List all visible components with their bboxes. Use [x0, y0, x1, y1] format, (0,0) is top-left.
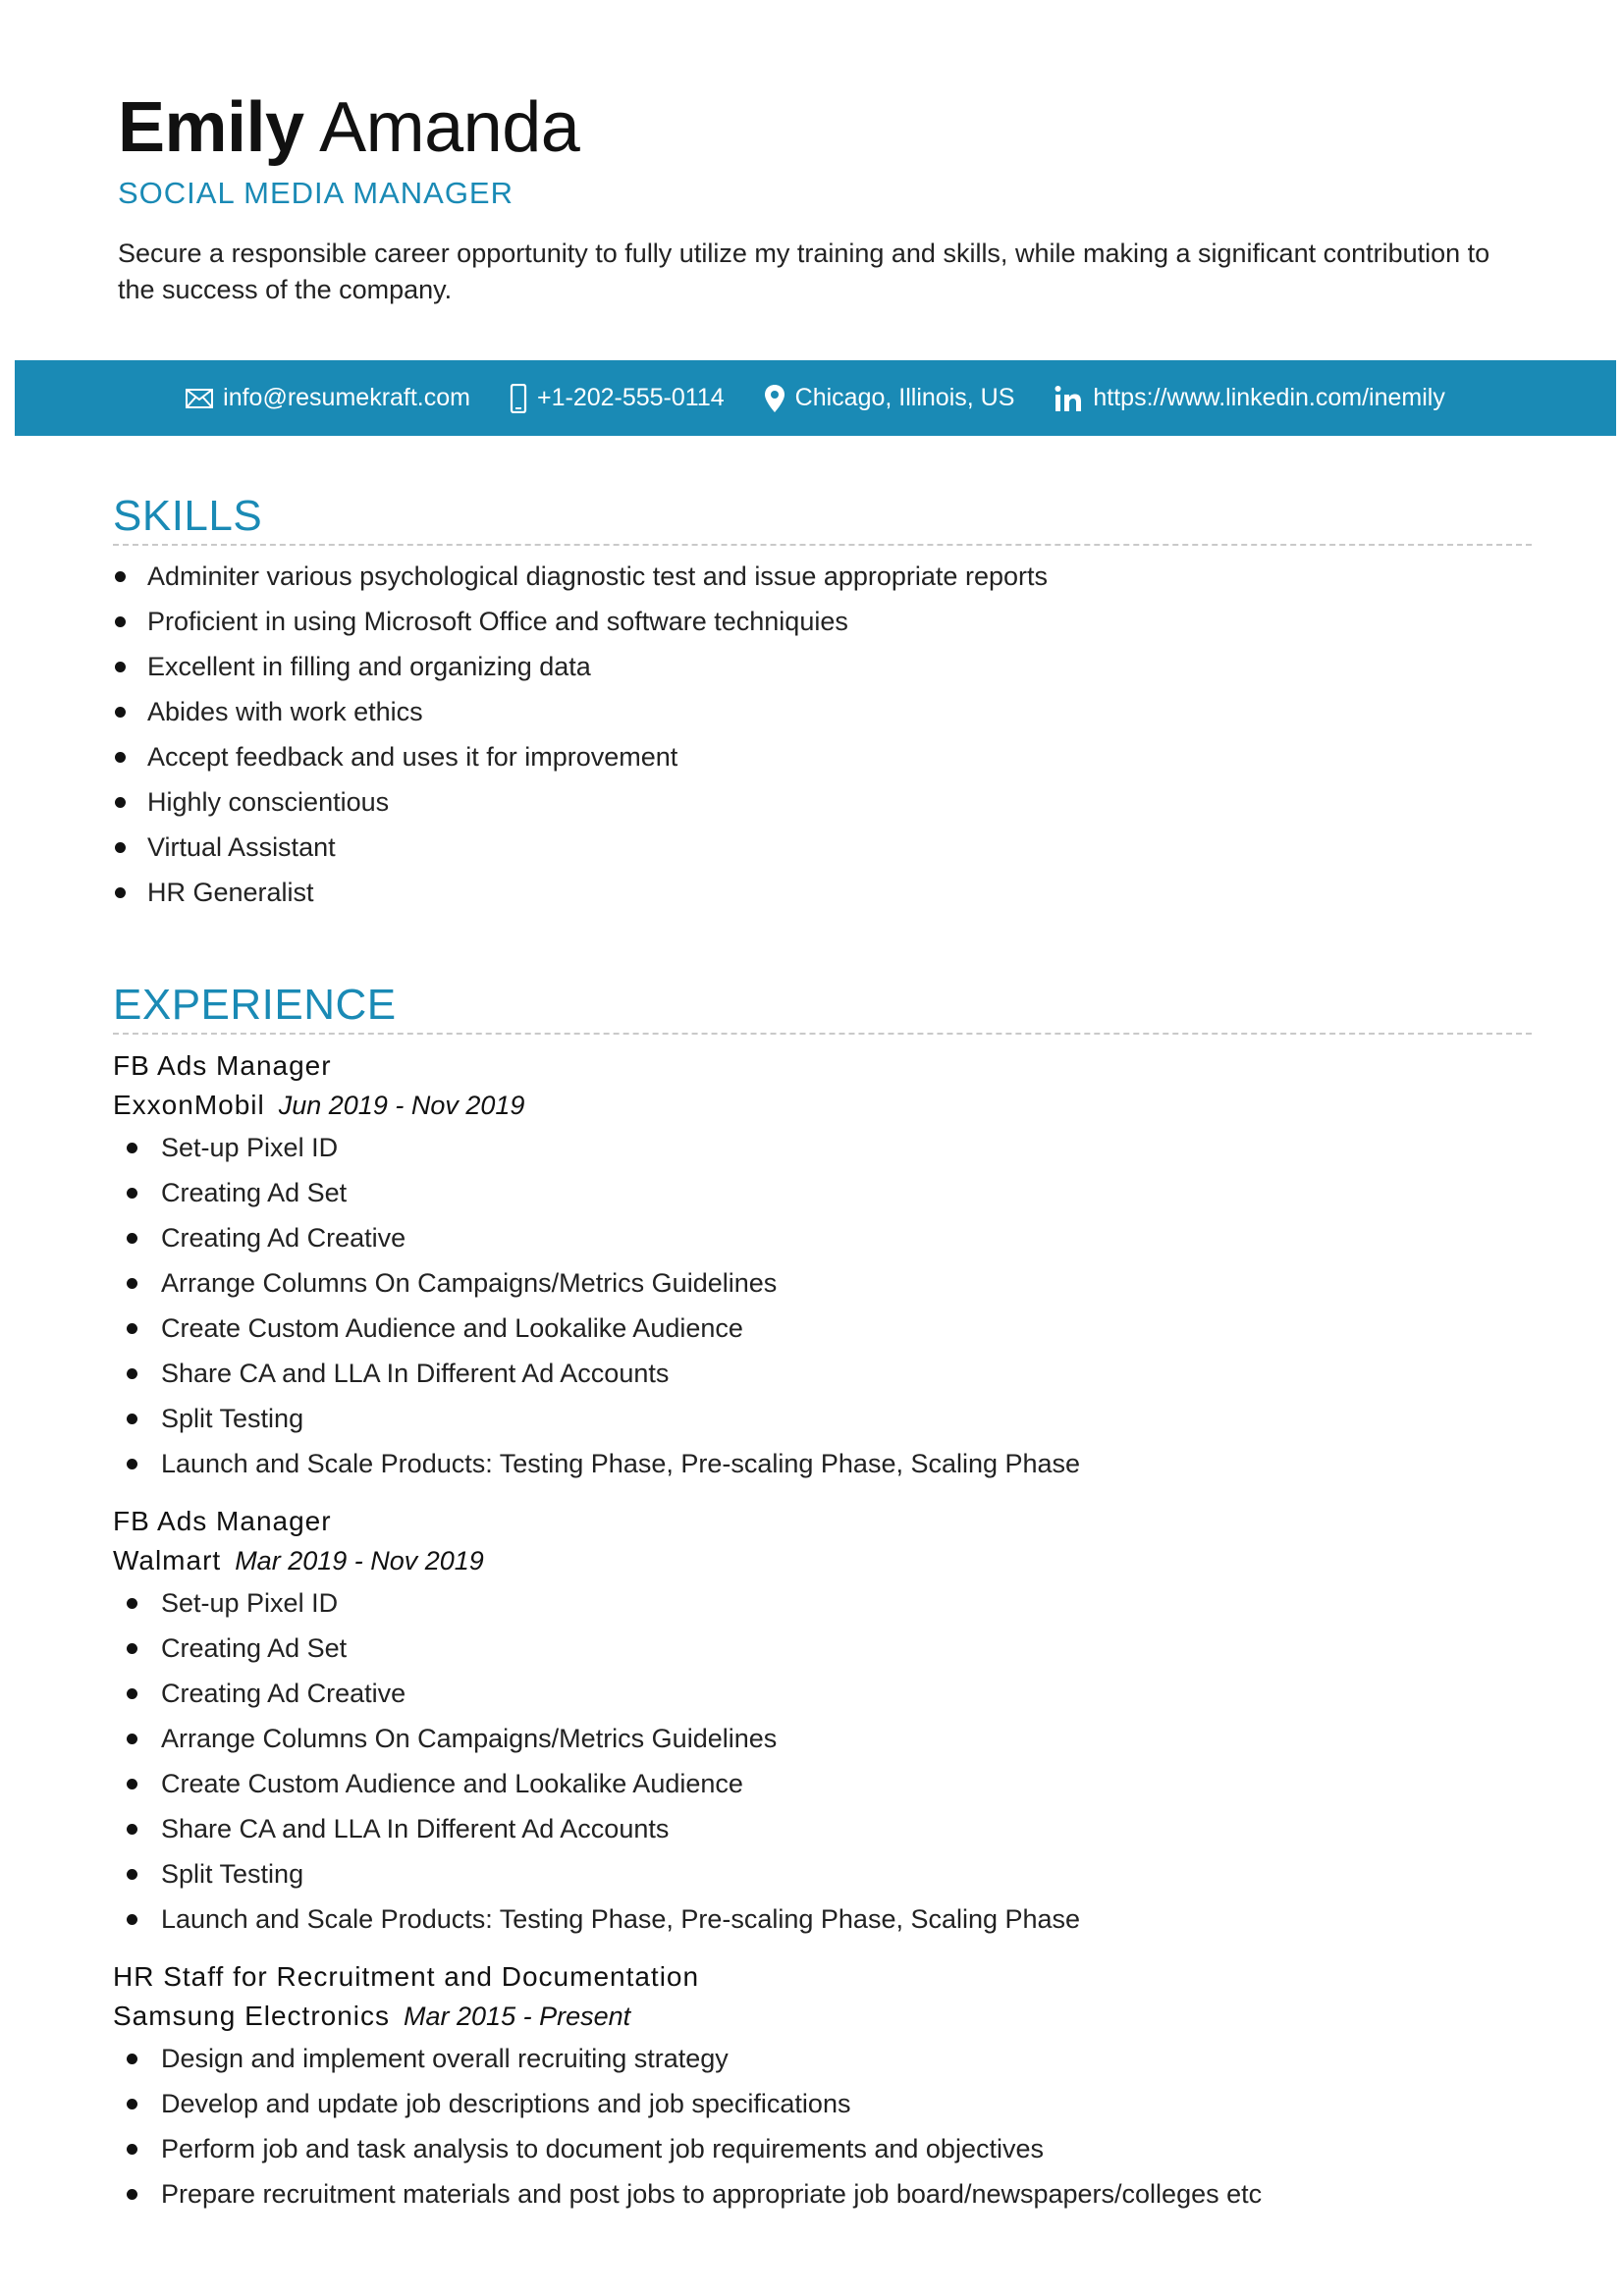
list-item: Proficient in using Microsoft Office and software techniquies	[113, 599, 1532, 644]
list-item: Launch and Scale Products: Testing Phase, Pre-scaling Phase, Scaling Phase	[113, 1441, 1532, 1486]
skills-list	[113, 554, 1532, 915]
list-item: Prepare recruitment materials and post jobs to appropriate job board/newspapers/colleges etc	[113, 2171, 1532, 2216]
list-item: Perform job and task analysis to document job requirements and objectives	[113, 2126, 1532, 2171]
list-item: Accept feedback and uses it for improvement	[113, 734, 1532, 779]
envelope-icon	[186, 389, 213, 408]
email-text: info@resumekraft.com	[223, 384, 470, 411]
list-item: Create Custom Audience and Lookalike Audience	[113, 1761, 1532, 1806]
job-company-line	[113, 1541, 1532, 1580]
experience-title: EXPERIENCE	[113, 980, 1532, 1035]
job-dates: Mar 2015 - Present	[404, 2002, 631, 2031]
list-item: Launch and Scale Products: Testing Phase, Pre-scaling Phase, Scaling Phase	[113, 1896, 1532, 1942]
list-item: Share CA and LLA In Different Ad Accounts	[113, 1806, 1532, 1851]
summary: Secure a responsible career opportunity to fully utilize my training and skills, while making a significant contribution to the success of the company.	[118, 239, 1490, 304]
job-dates: Jun 2019 - Nov 2019	[278, 1091, 525, 1120]
company-name: Walmart	[113, 1545, 222, 1575]
list-item: Creating Ad Creative	[113, 1215, 1532, 1260]
contact-location	[764, 384, 1015, 413]
list-item: Abides with work ethics	[113, 689, 1532, 734]
job-bullets	[113, 1580, 1532, 1942]
linkedin-text: https://www.linkedin.com/inemily	[1093, 384, 1445, 411]
job-dates: Mar 2019 - Nov 2019	[235, 1546, 484, 1575]
phone-icon	[510, 384, 527, 413]
full-name	[118, 86, 1492, 169]
first-name: Emily	[118, 88, 304, 167]
list-item: Excellent in filling and organizing data	[113, 644, 1532, 689]
list-item: Adminiter various psychological diagnostic test and issue appropriate reports	[113, 554, 1532, 599]
contact-email[interactable]	[186, 384, 470, 412]
location-pin-icon	[764, 384, 785, 413]
location-text: Chicago, Illinois, US	[794, 384, 1015, 411]
experience-section	[113, 980, 1532, 2216]
list-item: Share CA and LLA In Different Ad Accounts	[113, 1351, 1532, 1396]
linkedin-icon	[1054, 384, 1083, 413]
list-item: Create Custom Audience and Lookalike Audience	[113, 1306, 1532, 1351]
job-entry	[113, 1046, 1532, 1486]
company-name: ExxonMobil	[113, 1090, 265, 1120]
list-item: Creating Ad Creative	[113, 1671, 1532, 1716]
job-company-line	[113, 1997, 1532, 2036]
job-bullets	[113, 1125, 1532, 1486]
resume-header	[118, 86, 1492, 308]
list-item: Virtual Assistant	[113, 825, 1532, 870]
company-name: Samsung Electronics	[113, 2001, 391, 2031]
job-title: FB Ads Manager	[113, 1050, 332, 1081]
job-bullets	[113, 2036, 1532, 2216]
job-role: SOCIAL MEDIA MANAGER	[118, 176, 514, 210]
job-company-line	[113, 1086, 1532, 1125]
list-item: Creating Ad Set	[113, 1626, 1532, 1671]
skills-title: SKILLS	[113, 491, 1532, 546]
list-item: Split Testing	[113, 1396, 1532, 1441]
list-item: Develop and update job descriptions and job specifications	[113, 2081, 1532, 2126]
list-item: Set-up Pixel ID	[113, 1580, 1532, 1626]
list-item: Split Testing	[113, 1851, 1532, 1896]
job-entry	[113, 1502, 1532, 1942]
phone-text: +1-202-555-0114	[536, 384, 725, 411]
contact-phone[interactable]	[510, 384, 725, 413]
list-item: HR Generalist	[113, 870, 1532, 915]
list-item: Set-up Pixel ID	[113, 1125, 1532, 1170]
job-entry	[113, 1957, 1532, 2216]
list-item: Creating Ad Set	[113, 1170, 1532, 1215]
job-title: FB Ads Manager	[113, 1506, 332, 1536]
list-item: Arrange Columns On Campaigns/Metrics Guidelines	[113, 1716, 1532, 1761]
last-name: Amanda	[319, 88, 580, 167]
contact-linkedin[interactable]	[1054, 384, 1444, 413]
job-title: HR Staff for Recruitment and Documentation	[113, 1961, 700, 1992]
list-item: Arrange Columns On Campaigns/Metrics Guidelines	[113, 1260, 1532, 1306]
contact-bar	[15, 360, 1616, 436]
skills-section	[113, 491, 1532, 915]
list-item: Highly conscientious	[113, 779, 1532, 825]
list-item: Design and implement overall recruiting strategy	[113, 2036, 1532, 2081]
